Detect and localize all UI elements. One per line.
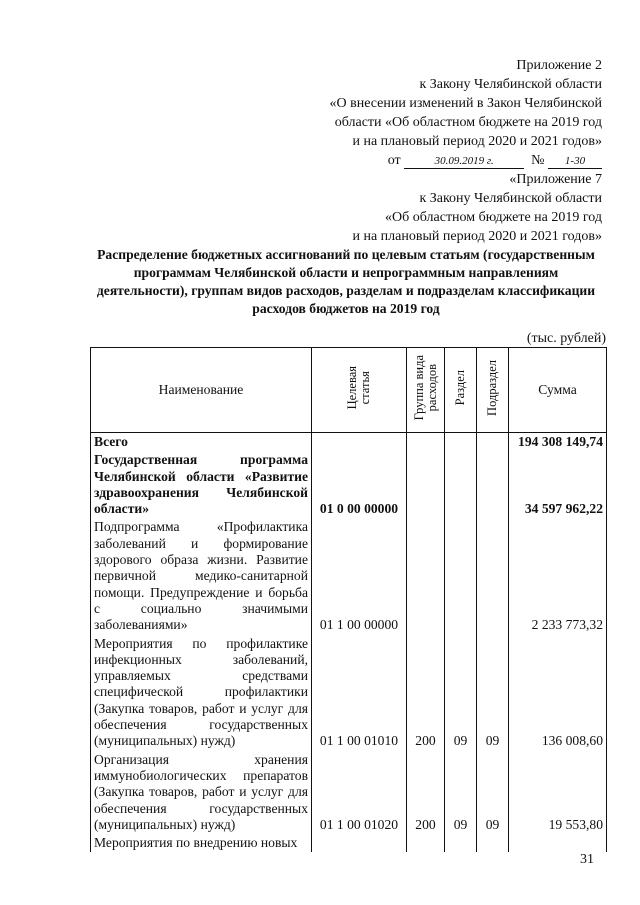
row-subsection	[477, 433, 509, 452]
row-sum: 19 553,80	[509, 751, 607, 834]
row-target: 01 1 00 00000	[312, 518, 407, 634]
row-group	[407, 518, 445, 634]
appendix-7-header	[352, 170, 602, 246]
row-section	[445, 451, 477, 518]
units-label: (тыс. рублей)	[526, 331, 606, 346]
law-number: 1-30	[548, 154, 602, 169]
row-sum: 194 308 149,74	[509, 433, 607, 452]
appendix-7-line: «Приложение 7	[509, 172, 602, 187]
appendix-7-line: к Закону Челябинской области	[419, 191, 602, 206]
row-target	[312, 834, 407, 852]
row-section: 09	[445, 751, 477, 834]
document-title: Распределение бюджетных ассигнований по целевым статьям (государственным программам Челябинской области и непрограммным направлениям деятельности), группам видов расходов, разделам и подразделам классификации расходов бюджетов на 2019 год	[96, 247, 596, 316]
row-subsection: 09	[477, 751, 509, 834]
row-target: 01 1 00 01010	[312, 635, 407, 751]
row-sum: 34 597 962,22	[509, 451, 607, 518]
row-group: 200	[407, 635, 445, 751]
table-row	[91, 834, 607, 852]
row-section	[445, 834, 477, 852]
row-group	[407, 834, 445, 852]
row-sum	[509, 834, 607, 852]
row-section	[445, 433, 477, 452]
appendix-2-line: области «Об областном бюджете на 2019 год	[334, 115, 602, 130]
table-row	[91, 518, 607, 634]
row-name: Мероприятия по профилактике инфекционных заболеваний, управляемых средствами специфической профилактики (Закупка товаров, работ и услуг для обеспечения государственных (муниципальных) нужд)	[91, 635, 312, 751]
page-number: 31	[580, 852, 594, 867]
row-group	[407, 433, 445, 452]
row-section: 09	[445, 635, 477, 751]
appendix-7-line: «Об областном бюджете на 2019 год	[385, 210, 602, 225]
header-expense-group: Группа вида расходов	[407, 348, 445, 433]
law-date-line	[330, 151, 603, 170]
header-section: Раздел	[445, 348, 477, 433]
row-name: Мероприятия по внедрению новых	[91, 834, 312, 852]
row-subsection	[477, 451, 509, 518]
row-subsection: 09	[477, 635, 509, 751]
budget-table	[90, 347, 607, 852]
row-name: Всего	[91, 433, 312, 452]
row-target	[312, 433, 407, 452]
header-name: Наименование	[91, 348, 312, 433]
row-subsection	[477, 518, 509, 634]
appendix-2-line: Приложение 2	[516, 58, 602, 73]
row-group: 200	[407, 751, 445, 834]
table-row	[91, 433, 607, 452]
row-section	[445, 518, 477, 634]
row-subsection	[477, 834, 509, 852]
law-date: 30.09.2019 г.	[404, 154, 524, 169]
appendix-7-line: и на плановый период 2020 и 2021 годов»	[352, 229, 602, 244]
row-name: Организация хранения иммунобиологических препаратов (Закупка товаров, работ и услуг для обеспечения государственных (муниципальных) нужд)	[91, 751, 312, 834]
number-prefix: №	[531, 153, 545, 168]
table-row	[91, 451, 607, 518]
appendix-2-line: «О внесении изменений в Закон Челябинской	[329, 96, 602, 111]
header-target-article: Целевая статья	[312, 348, 407, 433]
header-sum: Сумма	[509, 348, 607, 433]
row-target: 01 1 00 01020	[312, 751, 407, 834]
row-name: Подпрограмма «Профилактика заболеваний и формирование здорового образа жизни. Развитие первичной медико-санитарной помощи. Предупреждение и борьба с социально значимыми заболеваниями»	[91, 518, 312, 634]
row-target: 01 0 00 00000	[312, 451, 407, 518]
row-group	[407, 451, 445, 518]
appendix-2-header	[330, 56, 603, 170]
appendix-2-line: к Закону Челябинской области	[419, 77, 602, 92]
row-sum: 2 233 773,32	[509, 518, 607, 634]
table-row	[91, 751, 607, 834]
table-header-row	[91, 348, 607, 433]
date-prefix: от	[387, 153, 401, 168]
header-subsection: Подраздел	[477, 348, 509, 433]
table-row	[91, 635, 607, 751]
row-name: Государственная программа Челябинской области «Развитие здравоохранения Челябинской области»	[91, 451, 312, 518]
row-sum: 136 008,60	[509, 635, 607, 751]
appendix-2-line: и на плановый период 2020 и 2021 годов»	[352, 134, 602, 149]
